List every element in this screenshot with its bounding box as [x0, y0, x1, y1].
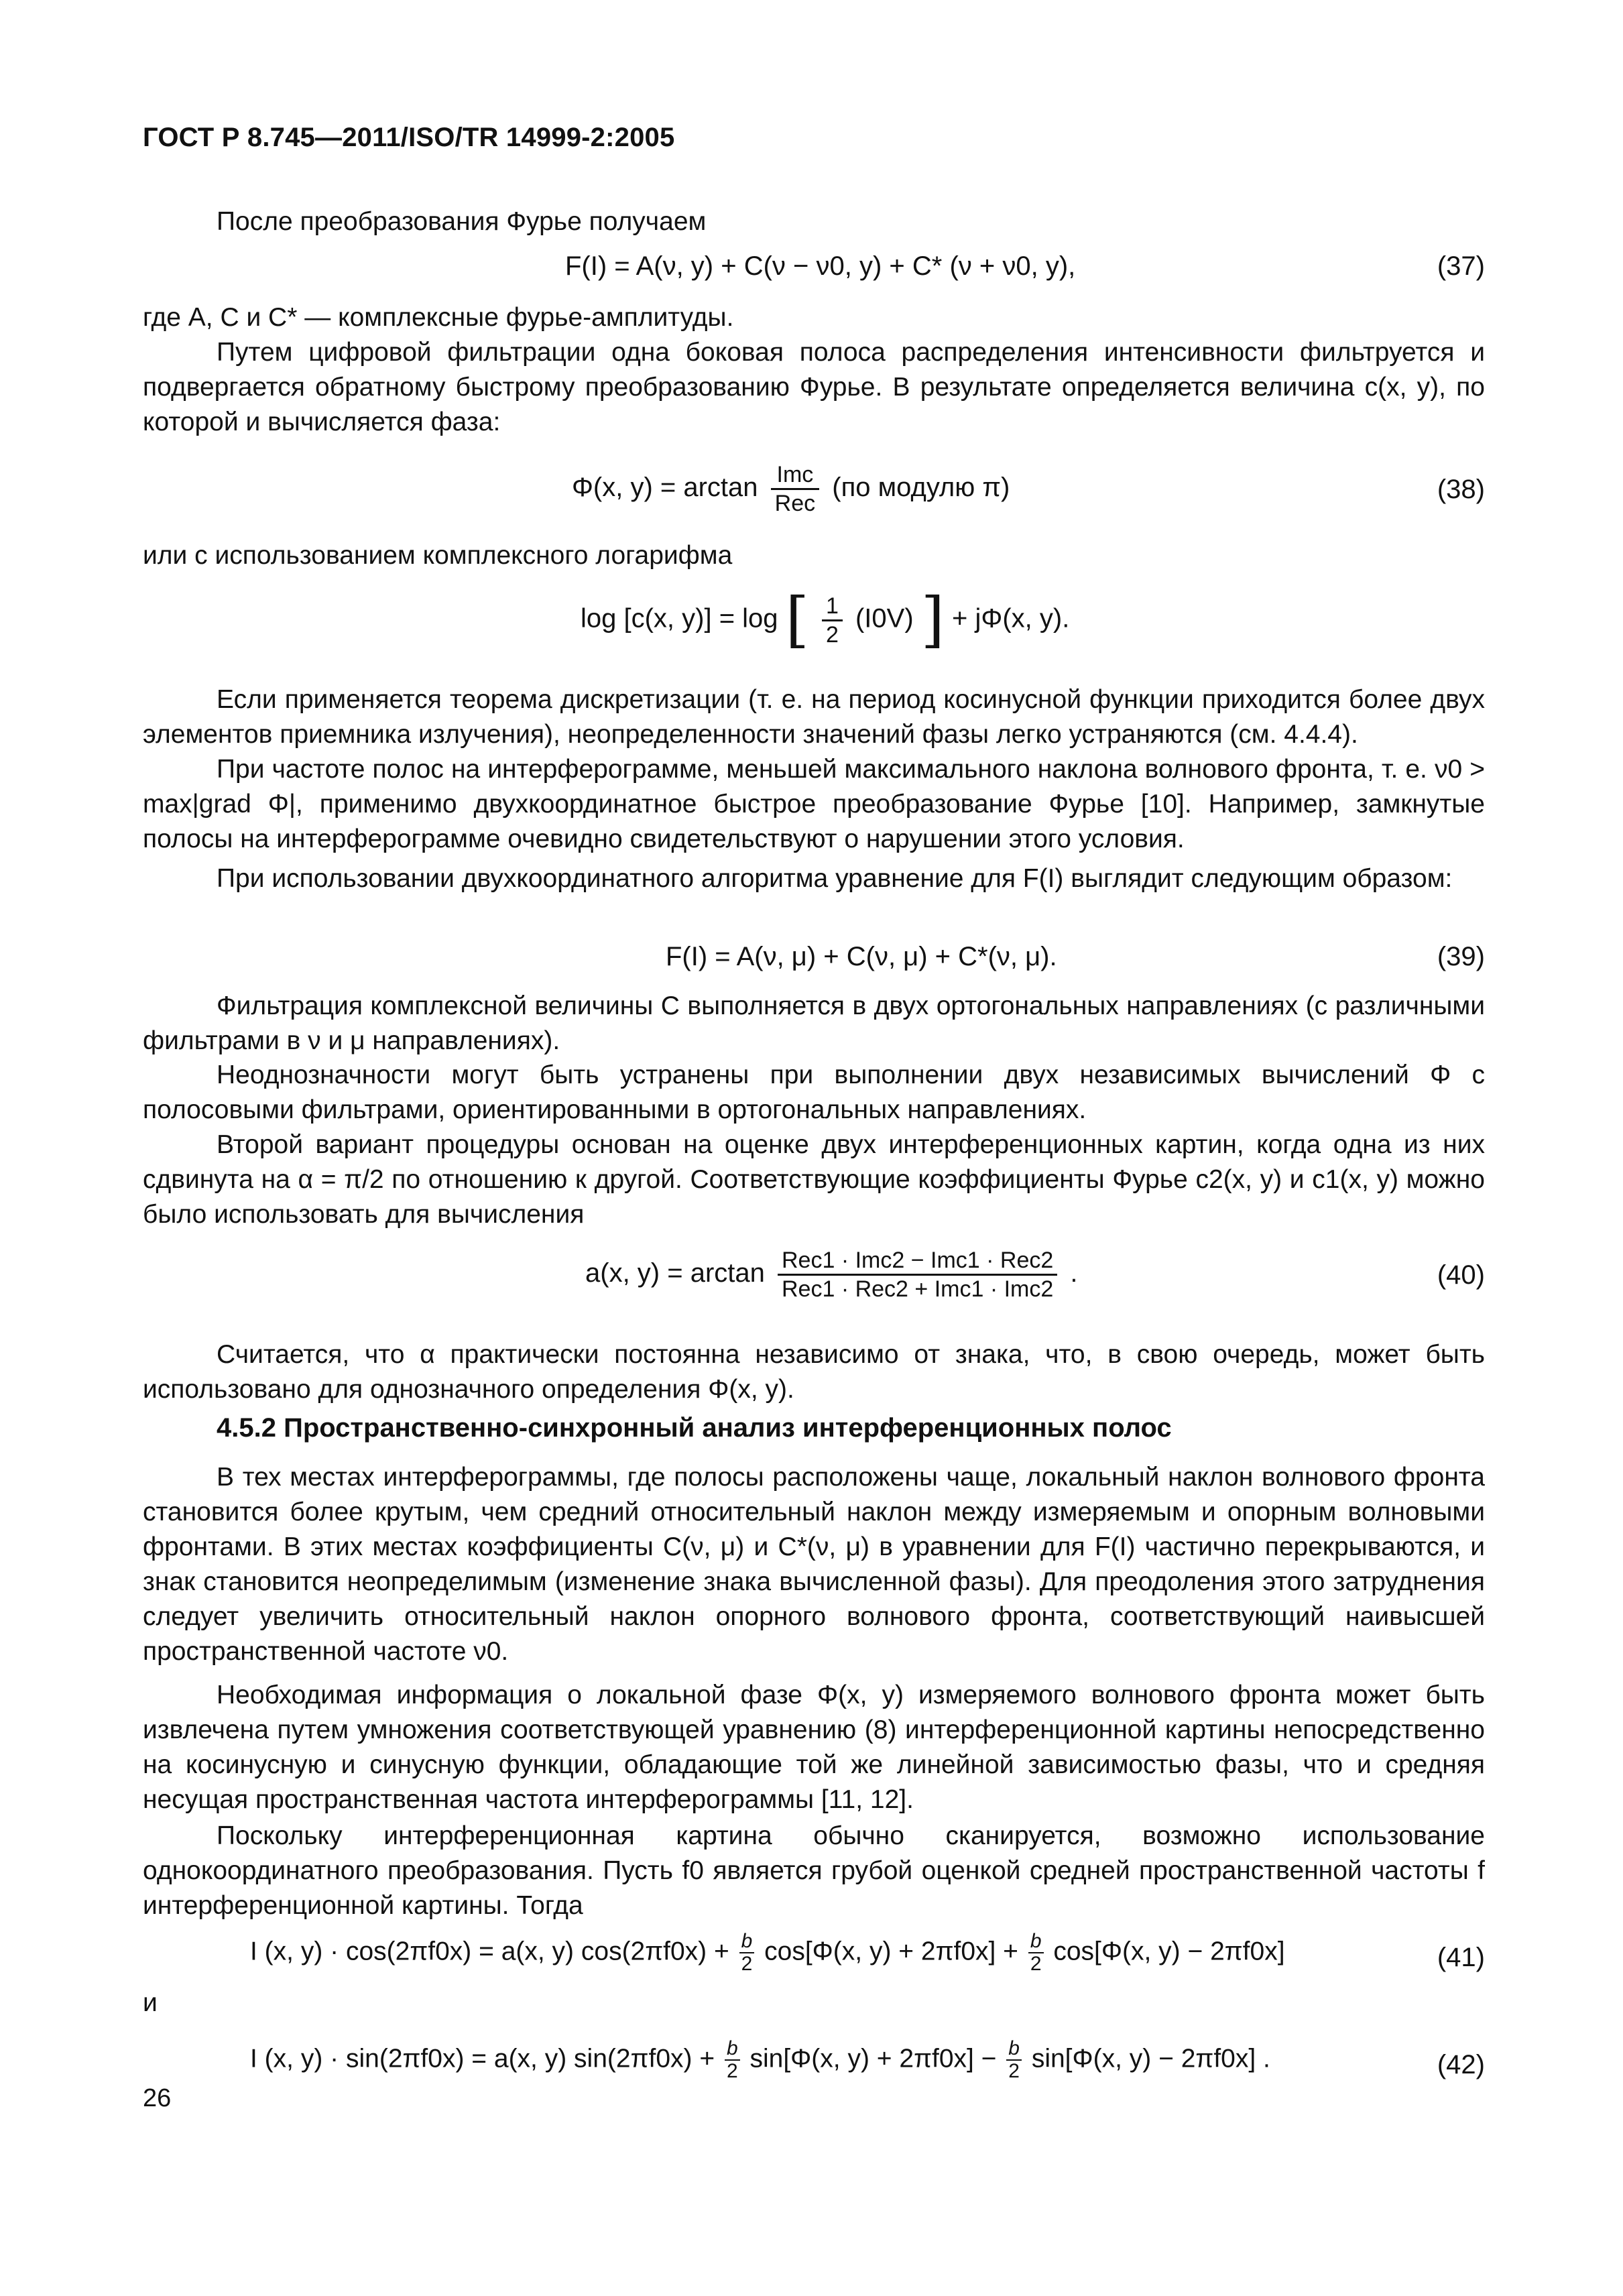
fraction [1028, 1931, 1044, 1975]
bracket: ] [920, 585, 945, 655]
paragraph: При частоте полос на интерферограмме, меньшей максимального наклона волнового фронта, т. е. ν0 > max|grad Φ|, применимо двухкоординатное быстрое преобразование Фурье [10]. Например, замкнутые полосы на интерферограмме очевидно свидетельствуют о нарушении этого условия. [143, 755, 1485, 853]
equation-number: (37) [1437, 251, 1485, 281]
fraction [822, 593, 843, 648]
paragraph: В тех местах интерферограммы, где полосы расположены чаще, локальный наклон волнового фронта становится более крутым, чем средний относительный наклон между измеряемым и опорным волновыми фронтами. В этих местах коэффициенты C(ν, μ) и C*(ν, μ) в уравнении для F(I) частично перекрываются, и знак становится неопределимым (изменение знака вычисленной фазы). Для преодоления этого затруднения следует увеличить относительный наклон опорного волнового фронта, соответствующий наивысшей пространственной частоте ν0. [143, 1463, 1485, 1666]
paragraph: Неоднозначности могут быть устранены при выполнении двух независимых вычислений Φ с полосовыми фильтрами, ориентированными в ортогональных направлениях. [143, 1061, 1485, 1124]
fraction-numerator: Rec1 · Imc2 − Imc1 · Rec2 [778, 1247, 1057, 1276]
equation-text: F(I) = A(ν, μ) + C(ν, μ) + C*(ν, μ). [666, 942, 1057, 971]
equation-lhs: Φ(x, y) = arctan [572, 473, 758, 503]
paragraph: Второй вариант процедуры основан на оценке двух интерференционных картин, когда одна из них сдвинута на α = π/2 по отношению к другой. Соответствующие коэффициенты Фурье c2(x, y) и c1(x, y) можно было использовать для вычисления [143, 1130, 1485, 1229]
paragraph: где A, C и C* — комплексные фурье-амплитуды. [143, 303, 734, 332]
equation-41 [143, 1931, 1485, 1991]
equation-rhs: + jΦ(x, y). [952, 603, 1070, 633]
equation-number: (38) [1437, 475, 1485, 504]
equation-number: (39) [1437, 942, 1485, 971]
equation-38 [143, 461, 1485, 528]
fraction [725, 2038, 740, 2082]
equation-42 [143, 2038, 1485, 2098]
equation-body [250, 2038, 1270, 2082]
equation-rhs: (по модулю π) [832, 473, 1010, 503]
equation-body [250, 1931, 1285, 1975]
paragraph: Считается, что α практически постоянна независимо от знака, что, в свою очередь, может быть использовано для однозначного определения Φ(x, y). [143, 1340, 1485, 1404]
equation-lhs: log [c(x, y)] = log [581, 603, 778, 633]
fraction-denominator: 2 [825, 621, 839, 648]
equation-part: cos[Φ(x, y) − 2πf0x] [1053, 1937, 1285, 1966]
equation-number: (41) [1437, 1943, 1485, 1972]
paragraph: или с использованием комплексного логарифма [143, 541, 733, 570]
fraction-numerator: b [1028, 1931, 1044, 1953]
paragraph: Если применяется теорема дискретизации (т. е. на период косинусной функции приходится более двух элементов приемника излучения), неопределенности значений фазы легко устраняются (см. 4.4.4). [143, 685, 1485, 749]
page-number: 26 [143, 2084, 172, 2112]
bracket: [ [785, 585, 809, 655]
equation-body [585, 1247, 1078, 1303]
equation-lhs: a(x, y) = arctan [585, 1258, 765, 1288]
paragraph: После преобразования Фурье получаем [217, 207, 707, 236]
fraction [778, 1247, 1057, 1303]
equation-text: F(I) = A(ν, y) + C(ν − ν0, y) + C* (ν + ν0, y), [565, 251, 1076, 281]
fraction [739, 1931, 755, 1975]
equation-number: (40) [1437, 1260, 1485, 1290]
equation-body [572, 461, 1010, 517]
fraction-numerator: b [739, 1931, 755, 1953]
paragraph: Необходимая информация о локальной фазе Φ(x, y) измеряемого волнового фронта может быть извлечена путем умножения соответствующей уравнению (8) интерференционной картины непосредственно на косинусную и синусную функции, обладающие той же линейной зависимостью фазы, что и средняя несущая пространственная частота интерферограммы [11, 12]. [143, 1681, 1485, 1814]
paragraph: При использовании двухкоординатного алгоритма уравнение для F(I) выглядит следующим образом: [217, 864, 1453, 893]
paragraph: и [143, 1988, 158, 2017]
standard-header: ГОСТ Р 8.745—2011/ISO/TR 14999-2:2005 [143, 123, 675, 152]
fraction [771, 461, 819, 517]
equation-part: sin[Φ(x, y) + 2πf0x] − [749, 2044, 997, 2073]
fraction-denominator: Rec1 · Rec2 + Imc1 · Imc2 [782, 1276, 1054, 1302]
equation-part: I (x, y) · cos(2πf0x) = a(x, y) cos(2πf0x) + [250, 1937, 729, 1966]
paragraph: Путем цифровой фильтрации одна боковая полоса распределения интенсивности фильтруется и подвергается обратному быстрому преобразованию Фурье. В результате определяется величина c(x, y), по которой и вычисляется фаза: [143, 338, 1485, 436]
section-title: 4.5.2 Пространственно-синхронный анализ интерференционных полос [217, 1413, 1172, 1443]
fraction-numerator: 1 [822, 593, 843, 621]
fraction-denominator: 2 [741, 1953, 753, 1975]
equation-body [581, 585, 1070, 655]
equation-part: cos[Φ(x, y) + 2πf0x] + [764, 1937, 1018, 1966]
equation-40 [143, 1247, 1485, 1314]
fraction-denominator: 2 [1008, 2060, 1020, 2082]
equation-log [143, 585, 1485, 664]
paragraph: Фильтрация комплексной величины C выполняется в двух ортогональных направлениях (с различными фильтрами в ν и μ направлениях). [143, 991, 1485, 1055]
fraction-numerator: b [725, 2038, 740, 2061]
equation-part: I (x, y) · sin(2πf0x) = a(x, y) sin(2πf0x) + [250, 2044, 715, 2073]
paragraph: Поскольку интерференционная картина обычно сканируется, возможно использование однокоординатного преобразования. Пусть f0 является грубой оценкой средней пространственной частоты f интерференционной картины. Тогда [143, 1821, 1485, 1920]
equation-number: (42) [1437, 2050, 1485, 2079]
equation-part: sin[Φ(x, y) − 2πf0x] . [1031, 2044, 1270, 2073]
equation-rhs: . [1070, 1258, 1078, 1288]
fraction-denominator: Rec [774, 491, 816, 516]
fraction-numerator: b [1006, 2038, 1022, 2061]
equation-inner: (I0V) [855, 603, 914, 633]
fraction-numerator: Imc [771, 461, 819, 490]
fraction-denominator: 2 [1030, 1953, 1042, 1975]
fraction [1006, 2038, 1022, 2082]
fraction-denominator: 2 [726, 2060, 738, 2082]
